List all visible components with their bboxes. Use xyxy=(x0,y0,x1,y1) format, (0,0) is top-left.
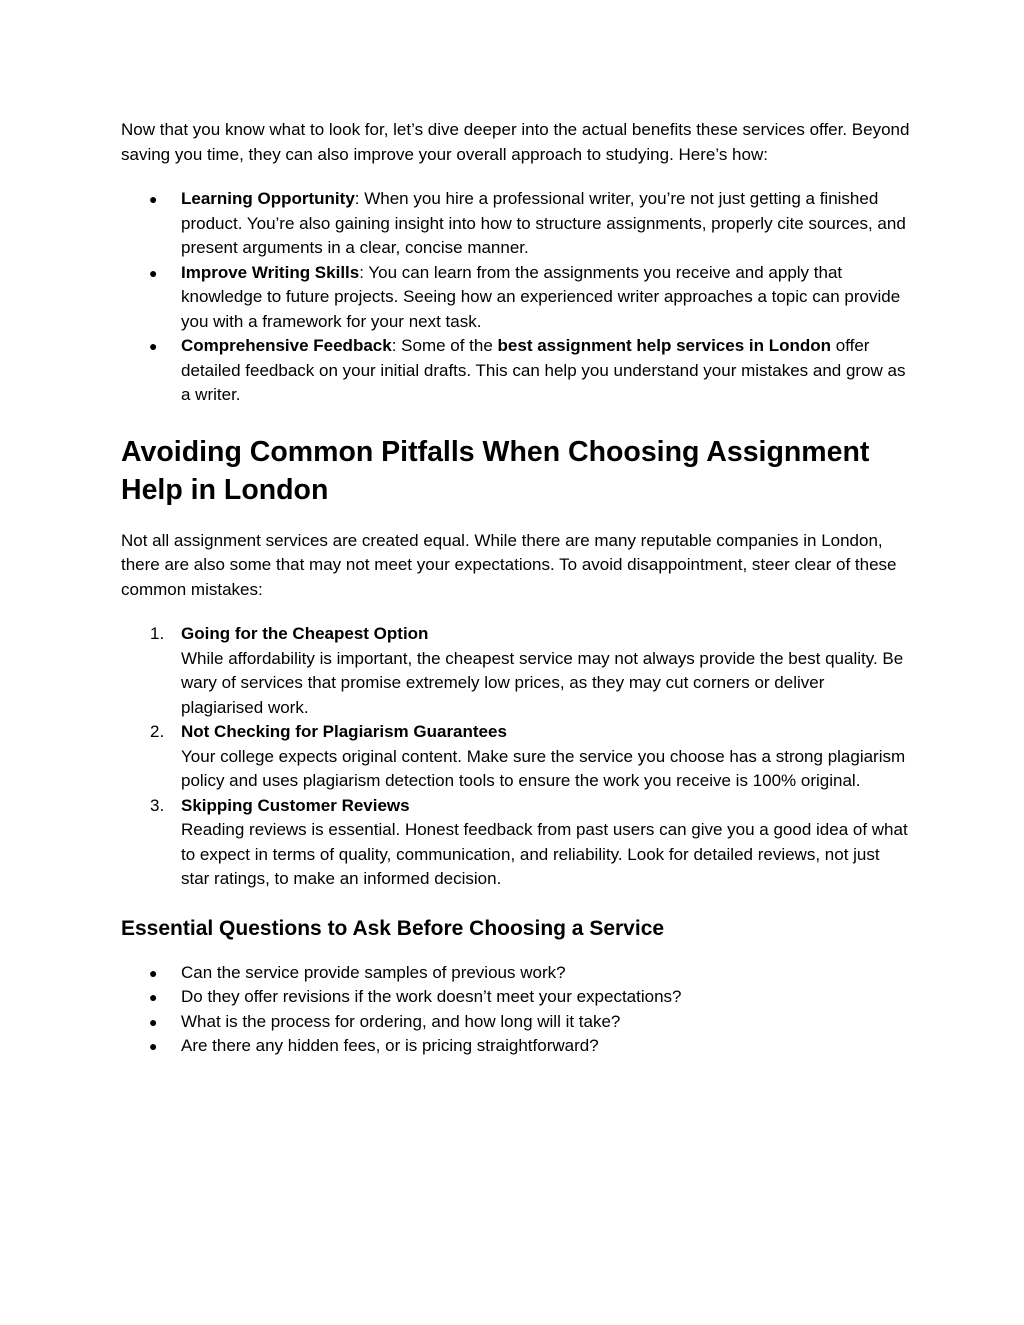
list-item xyxy=(121,720,911,794)
benefit-title: Learning Opportunity xyxy=(181,189,355,208)
document-page xyxy=(121,118,911,1059)
list-item xyxy=(121,261,911,335)
pitfalls-list xyxy=(121,622,911,892)
pitfall-text: Reading reviews is essential. Honest feedback from past users can give you a good idea of what to expect in terms of quality, communication, and reliability. Look for detailed reviews, not just star ratings, to make an informed decision. xyxy=(181,820,908,888)
list-number: 3. xyxy=(150,795,165,815)
question-text: Are there any hidden fees, or is pricing straightforward? xyxy=(181,1036,599,1055)
question-text: What is the process for ordering, and how long will it take? xyxy=(181,1011,621,1031)
pitfall-title: Not Checking for Plagiarism Guarantees xyxy=(181,722,507,741)
list-number: 1. xyxy=(150,624,165,643)
benefit-title: Improve Writing Skills xyxy=(181,262,360,282)
subsection-heading: Essential Questions to Ask Before Choosing a Service xyxy=(121,916,665,940)
list-item xyxy=(121,622,911,720)
bullet-icon: ● xyxy=(149,264,158,281)
pitfall-text: Your college expects original content. Make sure the service you choose has a strong plagiarism policy and uses plagiarism detection tools to ensure the work you receive is 100% original. xyxy=(181,746,906,790)
bullet-icon: ● xyxy=(149,191,158,207)
intro-paragraph: Now that you know what to look for, let’s dive deeper into the actual benefits these services offer. Beyond saving you time, they can also improve your overall approach to studying. Here’s how: xyxy=(121,120,910,164)
benefits-list xyxy=(121,187,911,408)
benefit-text: : You can learn from the assignments you receive and apply that knowledge to future projects. Seeing how an experienced writer approaches a topic can provide you with a framework for your next task. xyxy=(181,262,901,331)
list-item xyxy=(121,1010,911,1035)
benefit-emphasis: best assignment help services in London xyxy=(497,336,832,355)
section-heading: Avoiding Common Pitfalls When Choosing Assignment Help in London xyxy=(121,435,870,506)
list-item xyxy=(121,334,911,408)
pitfalls-intro-paragraph: Not all assignment services are created equal. While there are many reputable companies in London, there are also some that may not meet your expectations. To avoid disappointment, steer clear of these common mistakes: xyxy=(121,530,897,599)
bullet-icon: ● xyxy=(149,1013,158,1030)
pitfall-title: Skipping Customer Reviews xyxy=(181,795,410,815)
list-item xyxy=(121,187,911,261)
bullet-icon: ● xyxy=(149,989,158,1005)
list-item xyxy=(121,794,911,892)
benefit-title: Comprehensive Feedback xyxy=(181,336,392,355)
list-item xyxy=(121,1034,911,1059)
pitfall-text: While affordability is important, the cheapest service may not always provide the best quality. Be wary of services that promise extremely low prices, as they may cut corners or deliver plagiarised work. xyxy=(181,648,904,717)
question-text: Can the service provide samples of previous work? xyxy=(181,962,566,982)
list-item xyxy=(121,985,911,1010)
benefit-text: : Some of the xyxy=(391,336,498,355)
bullet-icon: ● xyxy=(149,964,158,981)
benefit-text: offer detailed feedback on your initial drafts. This can help you understand your mistakes and grow as a writer. xyxy=(181,336,906,404)
benefit-text: : When you hire a professional writer, you’re not just getting a finished product. You’re also gaining insight into how to structure assignments, properly cite sources, and present arguments in a clear, concise manner. xyxy=(181,189,906,257)
bullet-icon: ● xyxy=(149,338,158,354)
questions-list xyxy=(121,961,911,1059)
pitfall-title: Going for the Cheapest Option xyxy=(181,624,429,643)
list-number: 2. xyxy=(150,722,165,741)
list-item xyxy=(121,961,911,986)
question-text: Do they offer revisions if the work doesn’t meet your expectations? xyxy=(181,987,682,1006)
bullet-icon: ● xyxy=(149,1038,158,1054)
